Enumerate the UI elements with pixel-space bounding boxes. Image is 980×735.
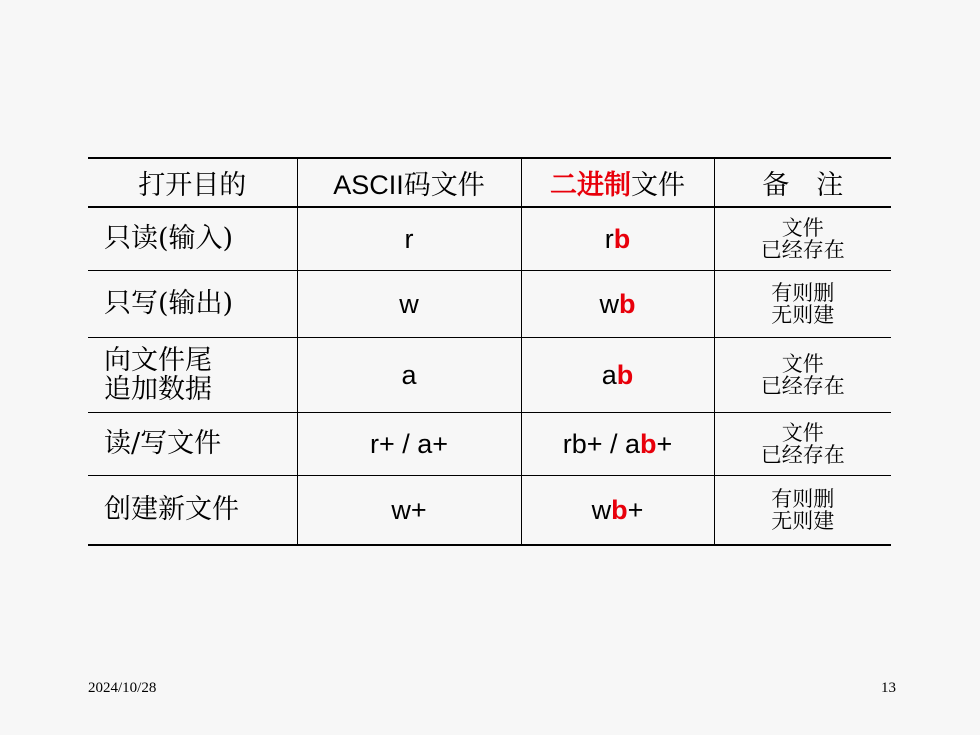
ascii-mode-cell	[297, 271, 521, 338]
note-line-2: 已经存在	[760, 238, 845, 262]
table-row	[88, 338, 891, 413]
ascii-mode: r+ / a+	[369, 428, 449, 459]
table-row	[88, 271, 891, 338]
binary-mode-part: w	[591, 494, 612, 525]
purpose-cell	[88, 413, 297, 476]
table-row	[88, 413, 891, 476]
binary-mode-cell	[521, 271, 714, 338]
ascii-mode: a	[401, 359, 417, 390]
note-line-1: 文件	[781, 420, 824, 445]
binary-mode-cell	[521, 338, 714, 413]
binary-mode-part: w	[599, 288, 619, 319]
footer-date: 2024/10/28	[88, 680, 157, 696]
binary-mode-part: +	[656, 428, 673, 459]
purpose-cell	[88, 338, 297, 413]
purpose-cell	[88, 476, 297, 546]
purpose-line-1: 读/写文件	[104, 428, 222, 460]
note-line-1: 文件	[781, 215, 824, 240]
note-cell	[714, 207, 891, 271]
note-cell	[714, 476, 891, 546]
page-number: 13	[881, 680, 896, 696]
binary-flag: b	[613, 223, 631, 254]
binary-flag: b	[616, 359, 634, 390]
purpose-line-1: 只写(输出)	[104, 288, 234, 320]
ascii-mode-cell	[297, 207, 521, 271]
binary-mode-part: rb+ / a	[562, 428, 640, 459]
header-binary	[521, 158, 714, 207]
ascii-mode-cell	[297, 476, 521, 546]
file-mode-table	[88, 157, 891, 546]
note-cell	[714, 338, 891, 413]
header-ascii	[297, 158, 521, 207]
header-purpose	[88, 158, 297, 207]
binary-mode-part: a	[601, 359, 617, 390]
purpose-line-1: 只读(输入)	[104, 223, 234, 255]
header-note-label: 备 注	[762, 170, 844, 201]
table-row	[88, 207, 891, 271]
ascii-mode-cell	[297, 413, 521, 476]
note-line-2: 已经存在	[760, 374, 845, 398]
note-line-2: 无则建	[771, 303, 835, 327]
header-binary-suffix: 文件	[631, 170, 685, 201]
binary-mode-cell	[521, 413, 714, 476]
note-line-2: 无则建	[771, 509, 835, 533]
note-line-1: 有则删	[771, 280, 835, 305]
header-purpose-label: 打开目的	[138, 170, 247, 201]
ascii-mode: w	[399, 288, 419, 319]
purpose-line-2: 追加数据	[104, 374, 212, 405]
header-ascii-prefix: ASCII	[333, 170, 404, 200]
header-ascii-suffix: 码文件	[403, 170, 485, 201]
note-cell	[714, 271, 891, 338]
binary-mode-part: +	[627, 494, 644, 525]
table-header-row	[88, 158, 891, 207]
binary-flag: b	[611, 494, 628, 525]
header-note	[714, 158, 891, 207]
purpose-line-1: 向文件尾	[104, 344, 212, 376]
binary-mode-cell	[521, 207, 714, 271]
purpose-cell	[88, 207, 297, 271]
binary-mode-part: r	[604, 223, 614, 254]
note-cell	[714, 413, 891, 476]
note-line-1: 有则删	[771, 486, 835, 511]
note-line-1: 文件	[781, 351, 824, 376]
binary-mode-cell	[521, 476, 714, 546]
ascii-mode: w+	[391, 494, 427, 525]
ascii-mode: r	[404, 223, 414, 254]
purpose-cell	[88, 271, 297, 338]
binary-flag: b	[619, 288, 636, 319]
binary-flag: b	[640, 428, 657, 459]
note-line-2: 已经存在	[760, 443, 845, 467]
table-row	[88, 476, 891, 546]
ascii-mode-cell	[297, 338, 521, 413]
purpose-line-1: 创建新文件	[104, 494, 239, 526]
header-binary-prefix: 二进制	[550, 170, 631, 201]
